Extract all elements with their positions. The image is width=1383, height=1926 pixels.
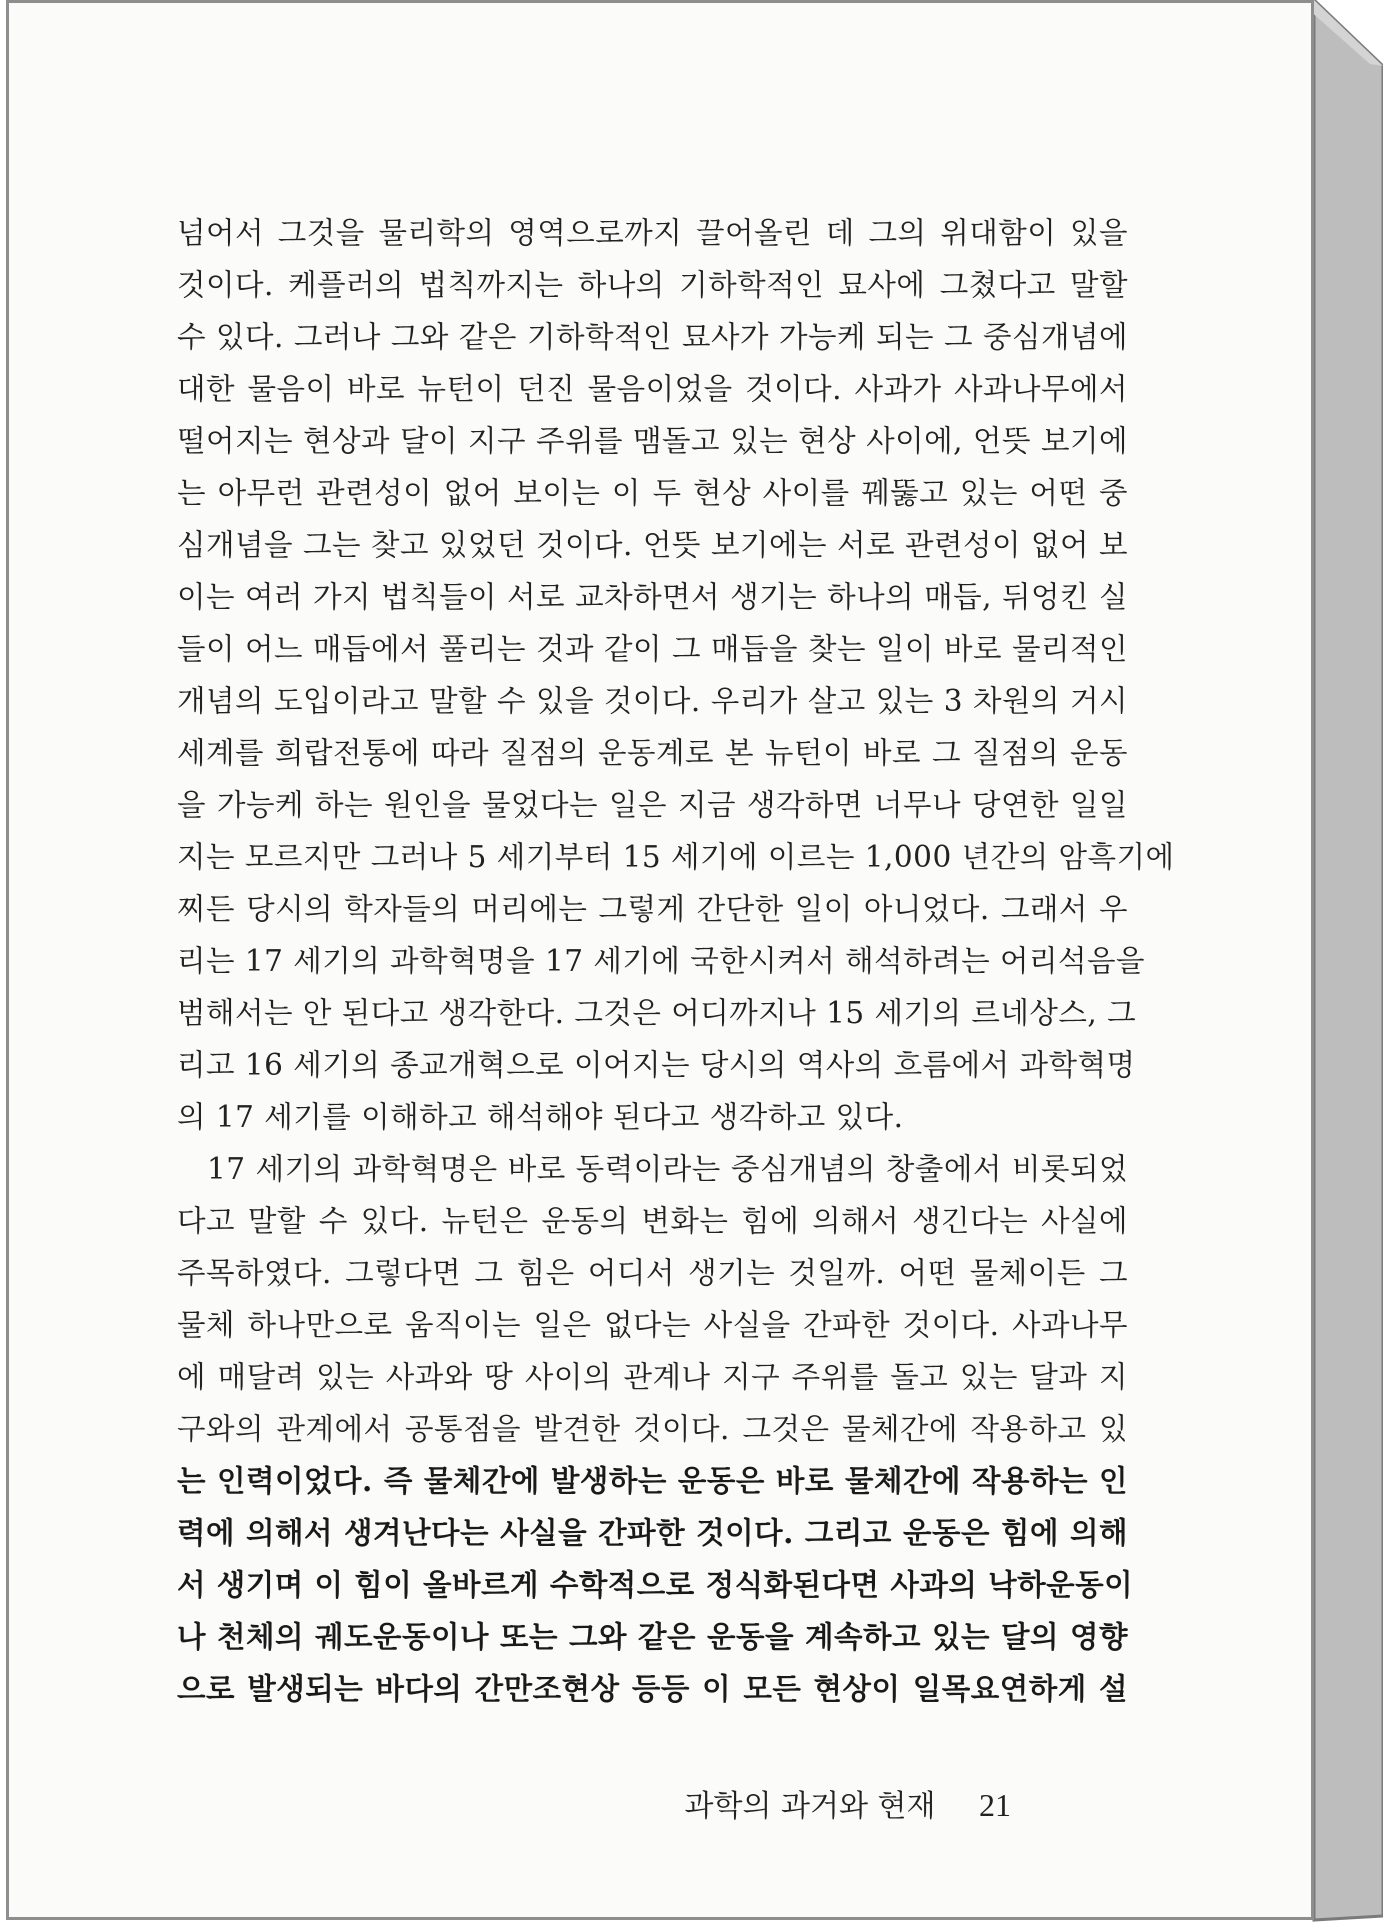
text-line: 범해서는 안 된다고 생각한다. 그것은 어디까지나 15 세기의 르네상스, 그	[177, 996, 1137, 1030]
text-line: 나 천체의 궤도운동이나 또는 그와 같은 운동을 계속하고 있는 달의 영향	[177, 1619, 1128, 1654]
text-line: 다고 말할 수 있다. 뉴턴은 운동의 변화는 힘에 의해서 생긴다는 사실에	[177, 1204, 1128, 1238]
text-line: 물체 하나만으로 움직이는 일은 없다는 사실을 간파한 것이다. 사과나무	[177, 1308, 1128, 1342]
paragraph-start-line: 17 세기의 과학혁명은 바로 동력이라는 중심개념의 창출에서 비롯되었	[207, 1152, 1128, 1186]
paragraph-end-line: 의 17 세기를 이해하고 해석해야 된다고 생각하고 있다.	[177, 1100, 904, 1134]
running-title: 과학의 과거와 현재	[684, 1789, 936, 1824]
text-line: 주목하였다. 그렇다면 그 힘은 어디서 생기는 것일까. 어떤 물체이든 그	[177, 1256, 1128, 1290]
text-line: 수 있다. 그러나 그와 같은 기하학적인 묘사가 가능케 되는 그 중심개념에	[177, 320, 1128, 354]
page-footer	[685, 1781, 1011, 1825]
text-line: 리고 16 세기의 종교개혁으로 이어지는 당시의 역사의 흐름에서 과학혁명	[177, 1048, 1136, 1082]
book-spine-face	[1314, 0, 1383, 1920]
page-number: 21	[979, 1787, 1011, 1823]
text-line: 찌든 당시의 학자들의 머리에는 그렇게 간단한 일이 아니었다. 그래서 우	[177, 892, 1128, 926]
text-line: 는 인력이었다. 즉 물체간에 발생하는 운동은 바로 물체간에 작용하는 인	[177, 1463, 1128, 1498]
text-line: 에 매달려 있는 사과와 땅 사이의 관계나 지구 주위를 돌고 있는 달과 지	[177, 1360, 1128, 1394]
text-line: 지는 모르지만 그러나 5 세기부터 15 세기에 이르는 1,000 년간의 암흑기에	[177, 840, 1175, 874]
text-line: 넘어서 그것을 물리학의 영역으로까지 끌어올린 데 그의 위대함이 있을	[177, 216, 1128, 250]
text-line: 심개념을 그는 찾고 있었던 것이다. 언뜻 보기에는 서로 관련성이 없어 보	[177, 528, 1128, 562]
text-line: 개념의 도입이라고 말할 수 있을 것이다. 우리가 살고 있는 3 차원의 거시	[177, 684, 1128, 718]
text-line: 들이 어느 매듭에서 풀리는 것과 같이 그 매듭을 찾는 일이 바로 물리적인	[177, 632, 1128, 666]
book-page	[6, 0, 1314, 1920]
text-line: 리는 17 세기의 과학혁명을 17 세기에 국한시켜서 해석하려는 어리석음을	[177, 944, 1146, 978]
text-line: 으로 발생되는 바다의 간만조현상 등등 이 모든 현상이 일목요연하게 설	[177, 1671, 1128, 1706]
text-line: 대한 물음이 바로 뉴턴이 던진 물음이었을 것이다. 사과가 사과나무에서	[177, 372, 1128, 406]
text-line: 세계를 희랍전통에 따라 질점의 운동계로 본 뉴턴이 바로 그 질점의 운동	[177, 736, 1128, 770]
text-line: 것이다. 케플러의 법칙까지는 하나의 기하학적인 묘사에 그쳤다고 말할	[177, 268, 1128, 302]
text-line: 구와의 관계에서 공통점을 발견한 것이다. 그것은 물체간에 작용하고 있	[177, 1412, 1128, 1446]
text-line: 을 가능케 하는 원인을 물었다는 일은 지금 생각하면 너무나 당연한 일일	[177, 788, 1128, 822]
text-line: 서 생기며 이 힘이 올바르게 수학적으로 정식화된다면 사과의 낙하운동이	[177, 1567, 1134, 1602]
body-text	[177, 207, 1175, 1715]
text-line: 는 아무런 관련성이 없어 보이는 이 두 현상 사이를 꿰뚫고 있는 어떤 중	[177, 476, 1128, 510]
text-line: 떨어지는 현상과 달이 지구 주위를 맴돌고 있는 현상 사이에, 언뜻 보기에	[177, 424, 1128, 458]
text-line: 이는 여러 가지 법칙들이 서로 교차하면서 생기는 하나의 매듭, 뒤엉킨 실	[177, 580, 1128, 614]
text-line: 력에 의해서 생겨난다는 사실을 간파한 것이다. 그리고 운동은 힘에 의해	[177, 1515, 1128, 1550]
